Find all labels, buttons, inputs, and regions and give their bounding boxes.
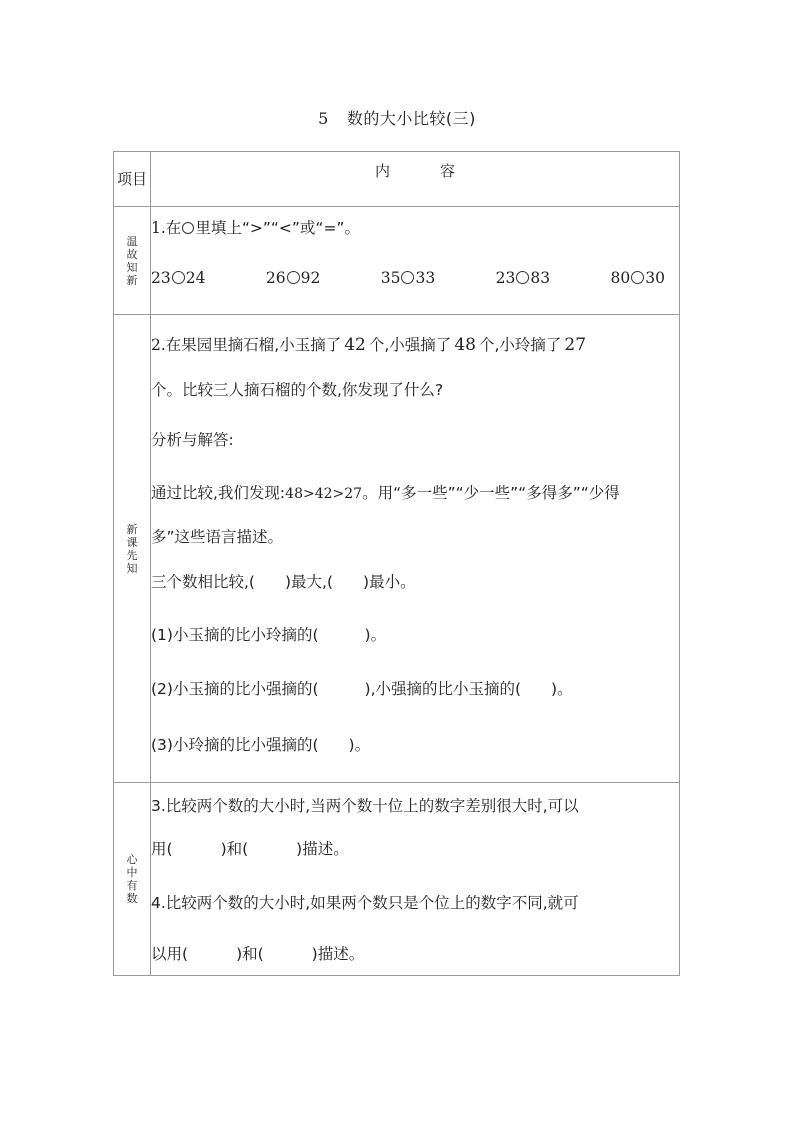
q4-line-2: 以用( )和( )描述。 [151, 945, 365, 963]
section-summary-row [114, 783, 680, 976]
title-number: 5 [318, 109, 329, 128]
answer-circle-icon[interactable] [172, 271, 185, 284]
section-review-label: 温故知新 [126, 234, 138, 287]
header-content-char-2: 容 [440, 162, 456, 180]
q2-sub-1: (1)小玉摘的比小玲摘的( )。 [151, 626, 387, 644]
q1-instruction: 1.在 里填上“>”“<”或“=”。 [151, 219, 360, 237]
section-preview-label-cell [114, 315, 151, 783]
q2-sub-2: (2)小玉摘的比小强摘的( ),小强摘的比小玉摘的( )。 [151, 680, 573, 698]
section-review-label-cell [114, 207, 151, 315]
comparison-item: 23 24 [151, 269, 206, 287]
section-preview-row [114, 315, 680, 783]
q2-line-4: 通过比较,我们发现:48>42>27。用“多一些”“少一些”“多得多”“少得 [151, 484, 620, 502]
q4-line-1: 4.比较两个数的大小时,如果两个数只是个位上的数字不同,就可 [151, 894, 579, 912]
section-review-row [114, 207, 680, 315]
section-preview-label: 新课先知 [126, 522, 138, 575]
q2-line-6: 三个数相比较,( )最大,( )最小。 [151, 573, 416, 591]
header-content-char-1: 内 [374, 162, 390, 180]
header-row [114, 152, 680, 207]
q2-line-1: 2.在果园里摘石榴,小玉摘了 42 个,小强摘了 48 个,小玲摘了 27 [151, 335, 587, 355]
answer-circle-icon[interactable] [516, 271, 529, 284]
section-summary-content [151, 783, 680, 976]
answer-circle-icon[interactable] [401, 271, 414, 284]
header-content-label [151, 152, 679, 190]
answer-circle-icon[interactable] [631, 271, 644, 284]
q2-sub-3: (3)小玲摘的比小强摘的( )。 [151, 736, 371, 754]
comparison-item: 35 33 [380, 269, 436, 287]
answer-circle-icon[interactable] [287, 271, 300, 284]
section-summary-label-cell [114, 783, 151, 976]
section-preview-content [151, 315, 680, 783]
section-summary-label: 心中有数 [126, 853, 138, 905]
q1-comparisons [151, 249, 679, 307]
q2-line-5: 多”这些语言描述。 [151, 528, 284, 546]
header-content-cell [151, 152, 680, 207]
comparison-item: 80 30 [610, 269, 665, 287]
blank-circle-icon [182, 222, 194, 234]
section-review-content [151, 207, 680, 315]
worksheet-table [113, 151, 680, 976]
q3-line-2: 用( )和( )描述。 [151, 840, 349, 858]
q2-line-2: 个。比较三人摘石榴的个数,你发现了什么? [151, 381, 444, 399]
page-title [0, 106, 794, 129]
header-item-label: 项目 [116, 170, 147, 188]
header-item-cell [114, 152, 151, 207]
comparison-item: 23 83 [495, 269, 551, 287]
title-text: 数的大小比较(三) [346, 109, 476, 128]
comparison-item: 26 92 [265, 269, 321, 287]
q3-line-1: 3.比较两个数的大小时,当两个数十位上的数字差别很大时,可以 [151, 797, 579, 815]
q2-analysis-label: 分析与解答: [151, 431, 234, 449]
